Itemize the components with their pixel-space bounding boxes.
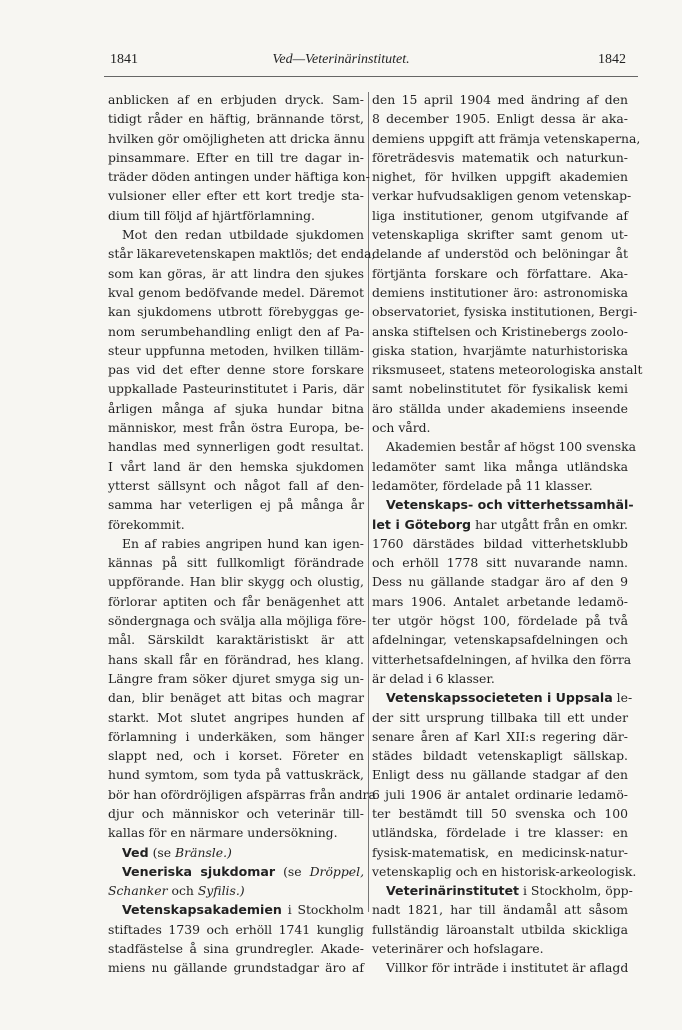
body-text: kännas på sitt fullkomligt förändrade	[108, 555, 364, 571]
body-text: ledamöter samt lika många utländska	[372, 458, 628, 474]
text-line	[108, 225, 364, 244]
body-text: förekommit.	[108, 516, 185, 532]
text-line	[108, 765, 364, 784]
text-line	[372, 823, 628, 842]
body-text: pinsammare. Efter en till tre dagar in-	[108, 149, 364, 165]
text-line	[372, 746, 628, 765]
text-line	[372, 109, 628, 128]
text-line	[372, 553, 628, 572]
body-text: stadfästelse å sina grundregler. Akade-	[108, 941, 364, 957]
body-text: (se	[148, 844, 176, 860]
body-text: nom serumbehandling enligt den af Pa-	[108, 323, 364, 339]
text-line	[108, 399, 364, 418]
text-line	[372, 843, 628, 862]
body-text: uppförande. Han blir skygg och olustig,	[108, 574, 364, 590]
text-line	[372, 881, 633, 900]
text-line	[108, 379, 364, 398]
body-text: anska stiftelsen och Kristinebergs zoolo-	[372, 323, 628, 339]
body-text: 8 december 1905. Enligt dessa är aka-	[372, 111, 628, 127]
text-line	[108, 843, 364, 862]
entry-heading: Veneriska sjukdomar	[122, 863, 276, 879]
body-text: demiens institutioner äro: astronomiska	[372, 284, 628, 300]
body-text: steur uppfunna metoden, hvilken tilläm-	[108, 342, 364, 358]
text-line	[372, 206, 628, 225]
text-line	[372, 90, 628, 109]
text-line	[108, 669, 364, 688]
body-text: afdelningar, vetenskapsafdelningen och	[372, 632, 628, 648]
body-text: delande af understöd och belöningar åt	[372, 246, 628, 262]
body-text: miens nu gällande grundstadgar äro af	[108, 960, 364, 976]
body-text: (se	[275, 863, 310, 879]
body-text: samt nobelinstitutet för fysikalisk kemi	[372, 381, 628, 397]
text-line	[108, 650, 364, 669]
text-line	[108, 148, 364, 167]
entry-heading: Ved	[122, 844, 149, 860]
body-text: 1760 därstädes bildad vitterhetsklubb	[372, 535, 628, 551]
running-title: Ved—Veterinärinstitutet.	[272, 52, 410, 67]
text-line	[372, 592, 628, 611]
text-line	[372, 534, 628, 553]
text-line	[108, 244, 376, 263]
text-line	[108, 283, 364, 302]
text-line	[372, 920, 628, 939]
body-text: och vård.	[372, 420, 431, 436]
body-text: vitterhetsafdelningen, af hvilka den förra	[372, 651, 632, 667]
text-line	[108, 322, 364, 341]
body-text: har utgått från en omkr.	[470, 516, 628, 532]
body-text: kallas för en närmare undersökning.	[108, 825, 338, 841]
text-line	[108, 437, 364, 456]
text-line	[108, 476, 364, 495]
body-text: nighet, för hvilken uppgift akademien	[372, 169, 628, 185]
text-line	[108, 688, 364, 707]
body-text: ter bestämdt till 50 svenska och 100	[372, 805, 628, 821]
body-text: Mot den redan utbildade sjukdomen	[122, 227, 364, 243]
italic-text: Syfilis.)	[197, 883, 245, 899]
body-text: djur och människor och veterinär till-	[108, 805, 364, 821]
text-line	[108, 167, 370, 186]
body-text: starkt. Mot slutet angripes hunden af	[108, 709, 364, 725]
body-text: ter utgör högst 100, fördelade på två	[372, 613, 628, 629]
body-text: årligen många af sjuka hundar bitna	[108, 400, 364, 416]
text-line	[108, 302, 364, 321]
body-text: I vårt land är den hemska sjukdomen	[108, 458, 364, 474]
text-line	[108, 495, 364, 514]
body-text: den 15 april 1904 med ändring af den	[372, 92, 628, 107]
text-line	[108, 804, 364, 823]
body-text: äro ställda under akademiens inseende	[372, 400, 628, 416]
entry-heading: Veterinärinstitutet	[386, 883, 520, 899]
text-line	[372, 515, 628, 534]
header-rule	[104, 76, 638, 77]
entry-heading: Vetenskaps- och vitterhetssamhäl-	[386, 497, 634, 513]
text-line	[372, 129, 641, 148]
text-line	[372, 495, 634, 514]
body-text: ledamöter, fördelade på 11 klasser.	[372, 477, 593, 493]
text-line	[372, 572, 628, 591]
text-line	[372, 476, 628, 495]
text-line	[372, 765, 628, 784]
body-text: fysisk-matematisk, en medicinsk-natur-	[372, 844, 628, 860]
text-line	[372, 167, 628, 186]
text-line	[108, 708, 364, 727]
body-text: människor, mest från östra Europa, be-	[108, 420, 364, 436]
body-text: söndergnaga och svälja alla möjliga före-	[108, 613, 367, 629]
text-line	[372, 650, 632, 669]
body-text: demiens uppgift att främja vetenskaperna,	[372, 130, 641, 146]
page-number-left: 1841	[110, 52, 138, 67]
text-line	[372, 958, 628, 977]
body-text: uppkallade Pasteurinstitutet i Paris, där	[108, 381, 364, 397]
body-text: utländska, fördelade i tre klasser: en	[372, 825, 628, 841]
body-text: Akademien består af högst 100 svenska	[386, 439, 636, 455]
body-text: giska station, hvarjämte naturhistoriska	[372, 342, 628, 358]
text-line	[372, 225, 628, 244]
text-line	[372, 302, 638, 321]
body-text: senare åren af Karl XII:s regering där-	[372, 728, 628, 744]
text-line	[108, 611, 367, 630]
text-line	[108, 264, 364, 283]
body-text: slappt ned, och i korset. Företer en	[108, 748, 364, 764]
body-text: hund symtom, som tyda på vattuskräck,	[108, 767, 364, 783]
page-number-right: 1842	[598, 52, 626, 67]
body-text: fullständig läroanstalt utbilda skickliga	[372, 921, 628, 937]
text-line	[372, 360, 643, 379]
body-text: Längre fram söker djuret smyga sig un-	[108, 670, 364, 686]
text-line	[372, 669, 628, 688]
body-text: samma har veterligen ej på många år	[108, 497, 364, 513]
body-text: förlamning i underkäken, som hänger	[108, 728, 364, 744]
text-line	[108, 553, 364, 572]
text-line	[372, 804, 628, 823]
italic-text: Bränsle.)	[175, 844, 232, 860]
body-text: vetenskaplig och en historisk-arkeologisk.	[372, 863, 637, 879]
body-text: hans skall får en förändrad, hes klang.	[108, 651, 364, 667]
text-line	[372, 630, 628, 649]
text-line	[108, 109, 364, 128]
text-line	[372, 148, 628, 167]
text-line	[372, 341, 628, 360]
text-line	[372, 708, 628, 727]
body-text: vetenskapliga skrifter samt genom ut-	[372, 227, 628, 243]
text-line	[108, 572, 364, 591]
body-text: Villkor för inträde i institutet är aflagd	[386, 960, 629, 976]
text-line	[372, 418, 628, 437]
text-line	[108, 630, 364, 649]
body-text: vulsioner eller efter ett kort tredje sta-	[108, 188, 364, 204]
body-text: Enligt dess nu gällande stadgar af den	[372, 767, 628, 783]
text-line	[372, 437, 636, 456]
entry-heading: let i Göteborg	[372, 516, 471, 532]
text-line	[372, 379, 628, 398]
body-text: liga institutioner, genom utgifvande af	[372, 207, 628, 223]
body-text: handlas med synnerligen godt resultat.	[108, 439, 364, 455]
text-line	[372, 322, 628, 341]
page-header	[0, 46, 682, 76]
text-line	[108, 457, 364, 476]
text-line	[108, 920, 364, 939]
body-text: mars 1906. Antalet arbetande ledamö-	[372, 593, 628, 609]
text-line	[372, 399, 628, 418]
text-line	[108, 746, 364, 765]
body-text: Dess nu gällande stadgar äro af den 9	[372, 574, 628, 590]
text-line	[108, 592, 364, 611]
text-line	[108, 341, 364, 360]
body-text: träder döden antingen under häftiga kon-	[108, 169, 370, 185]
body-text: i Stockholm	[281, 902, 364, 918]
body-text: som kan göras, är att lindra den sjukes	[108, 265, 364, 281]
text-line	[372, 900, 628, 919]
body-text: observatoriet, fysiska institutionen, Bergi-	[372, 304, 638, 320]
body-text: En af rabies angripen hund kan igen-	[122, 535, 364, 551]
body-text: riksmuseet, statens meteorologiska anstalt	[372, 362, 643, 378]
body-text: kval genom bedöfvande medel. Däremot	[108, 284, 364, 300]
body-text: tidigt råder en häftig, brännande törst,	[108, 111, 364, 127]
body-text: le-	[612, 690, 633, 706]
text-line	[108, 881, 364, 900]
text-line	[108, 862, 364, 881]
body-text: bör han ofördröjligen afspärras från andra	[108, 786, 376, 802]
body-text: och	[167, 883, 198, 899]
text-line	[372, 862, 637, 881]
body-text: verkar hufvudsakligen genom vetenskap-	[372, 188, 632, 204]
text-line	[108, 515, 364, 534]
body-text: stiftades 1739 och erhöll 1741 kunglig	[108, 921, 364, 937]
text-line	[372, 611, 628, 630]
text-line	[108, 186, 364, 205]
body-text: företrädesvis matematik och naturkun-	[372, 149, 628, 165]
entry-heading: Vetenskapssocieteten i Uppsala	[386, 690, 613, 706]
body-text: förtjänta forskare och författare. Aka-	[372, 265, 628, 281]
text-line	[108, 727, 364, 746]
body-text: städes bildadt vetenskapligt sällskap.	[372, 748, 628, 764]
body-text: förlorar aptiten och får benägenhet att	[108, 593, 364, 609]
body-text: dan, blir benäget att bitas och magrar	[108, 690, 364, 706]
entry-heading: Vetenskapsakademien	[122, 902, 282, 918]
text-line	[372, 688, 633, 707]
body-text: der sitt ursprung tillbaka till ett under	[372, 709, 628, 725]
body-text: 6 juli 1906 är antalet ordinarie ledamö-	[372, 786, 628, 802]
body-text: pas vid det efter denne store forskare	[108, 362, 364, 378]
text-line	[108, 958, 364, 977]
text-line	[108, 90, 364, 109]
text-line	[372, 457, 628, 476]
body-text: nadt 1821, har till ändamål att såsom	[372, 902, 628, 918]
text-line	[372, 939, 628, 958]
text-line	[108, 129, 364, 148]
text-line	[108, 823, 364, 842]
text-line	[372, 283, 628, 302]
body-text: i Stockholm, öpp-	[519, 883, 633, 899]
text-line	[108, 206, 364, 225]
body-text: kan sjukdomens utbrott förebyggas ge-	[108, 304, 364, 320]
text-line	[372, 186, 632, 205]
body-text: är delad i 6 klasser.	[372, 670, 495, 686]
text-line	[372, 785, 628, 804]
body-text: och erhöll 1778 sitt nuvarande namn.	[372, 555, 628, 571]
text-line	[108, 360, 364, 379]
body-text: dium till följd af hjärtförlamning.	[108, 207, 315, 223]
italic-text: Schanker	[108, 883, 168, 899]
body-text: anblicken af en erbjuden dryck. Sam-	[108, 92, 364, 107]
body-text: ytterst sällsynt och något fall af den-	[108, 477, 364, 493]
text-line	[108, 785, 376, 804]
text-line	[108, 900, 364, 919]
body-text: hvilken gör omöjligheten att dricka ännu	[108, 130, 366, 146]
text-line	[108, 939, 364, 958]
text-line	[372, 264, 628, 283]
right-column	[372, 90, 643, 978]
left-column	[108, 90, 376, 978]
body-text: veterinärer och hofslagare.	[372, 941, 544, 957]
italic-text: Dröppel,	[309, 863, 365, 879]
text-line	[108, 534, 364, 553]
body-text: mål. Särskildt karaktäristiskt är att	[108, 632, 364, 648]
text-line	[372, 727, 628, 746]
text-line	[108, 418, 364, 437]
text-line	[372, 244, 628, 263]
body-text: står läkarevetenskapen maktlös; det enda,	[108, 246, 376, 262]
